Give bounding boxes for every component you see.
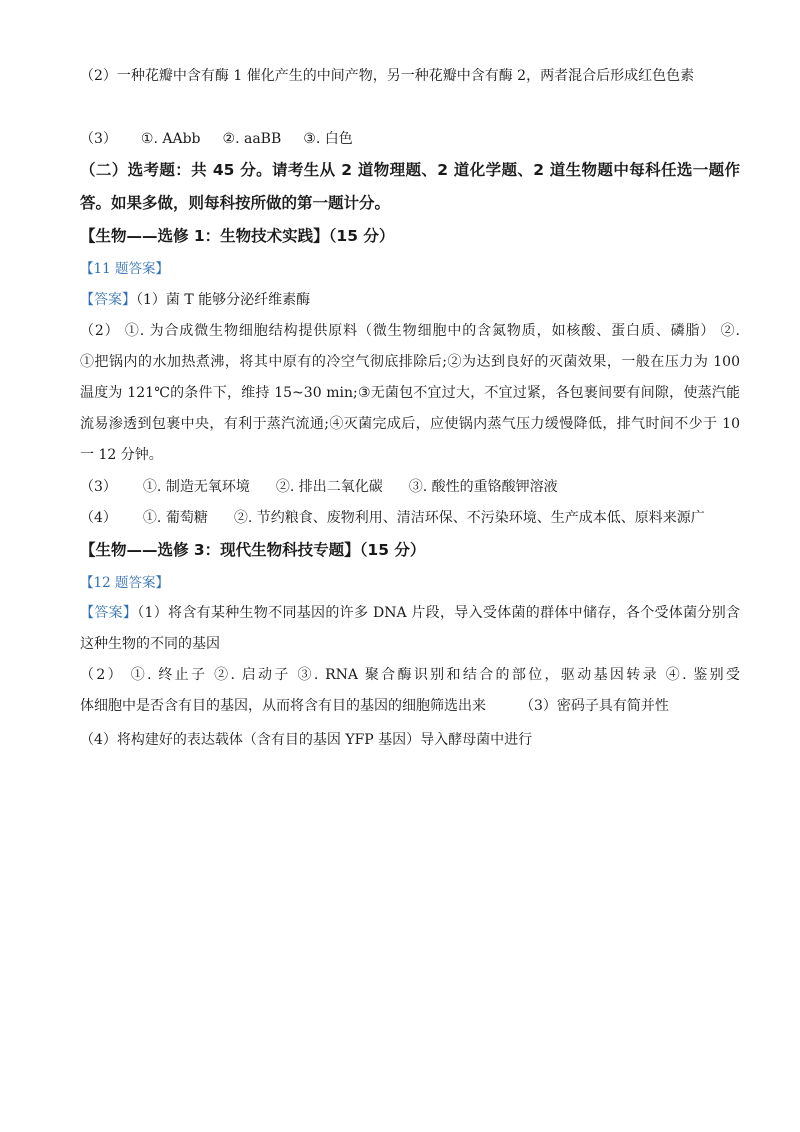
q11-4-number: （4） (80, 510, 117, 526)
q11-answer-2-line-1 (80, 321, 740, 341)
q11-4-option-2: ②. 节约粮食、废物利用、清洁环保、不污染环境、生产成本低、原料来源广 (233, 510, 705, 526)
q11-answer-4 (80, 508, 740, 528)
q11-answer-2-line-4: 流易渗透到包裹中央，有利于蒸汽流通;④灭菌完成后，应使锅内蒸气压力缓慢降低，排气时间不少于 10 (80, 416, 740, 432)
q12-answer-2-line-1 (80, 665, 740, 685)
q12-answer-1-line-2: 这种生物的不同的基因 (80, 636, 220, 652)
q3-previous-answer (80, 129, 740, 149)
q11-answer-2-line-2: ①把锅内的水加热煮沸，将其中原有的冷空气彻底排除后;②为达到良好的灭菌效果，一般在压力为 100 (80, 354, 740, 370)
bio-elective-3-title: 【生物——选修 3：现代生物科技专题】（15 分） (80, 541, 426, 559)
q12-answer-tag: 【12 题答案】 (80, 575, 169, 591)
q11-answer-tag: 【11 题答案】 (80, 261, 169, 277)
q3-option-2: ②. aaBB (222, 131, 282, 147)
q11-3-option-2: ②. 排出二氧化碳 (275, 479, 383, 495)
bio-elective-1-title: 【生物——选修 1：生物技术实践】（15 分） (80, 227, 395, 245)
q11-answer-3 (80, 477, 740, 497)
q3-option-1: ①. AAbb (140, 131, 201, 147)
section-2-heading-line-2: 答。如果多做，则每科按所做的第一题计分。 (80, 194, 391, 212)
section-2-heading-line-1: （二）选考题：共 45 分。请考生从 2 道物理题、2 道化学题、2 道生物题中每科任选一题作 (80, 161, 740, 179)
q12-2-option-2: ②. 启动子 (214, 667, 291, 683)
q11-3-number: （3） (80, 479, 117, 495)
answer-label: 【答案】 (80, 605, 138, 621)
q11-2-option-1: ①. 为合成微生物细胞结构提供原料（微生物细胞中的含氮物质，如核酸、蛋白质、磷脂） (124, 323, 716, 339)
q2-previous-answer: （2）一种花瓣中含有酶 1 催化产生的中间产物，另一种花瓣中含有酶 2，两者混合后形成红色色素 (80, 68, 695, 84)
q12-2-option-3: ③. RNA 聚合酶识别和结合的部位，驱动基因转录 (297, 667, 659, 683)
q3-option-3: ③. 白色 (303, 131, 353, 147)
q12-2-option-4: ④. 鉴别受 (665, 667, 740, 683)
answer-label: 【答案】 (80, 292, 136, 308)
q11-answer-2-line-3: 温度为 121℃的条件下，维持 15~30 min;③无菌包不宜过大，不宜过紧，各包裹间要有间隙，使蒸汽能 (80, 385, 740, 401)
q11-2-option-2: ②. (720, 323, 740, 339)
q12-answer-1-text: （1）将含有某种生物不同基因的许多 DNA 片段，导入受体菌的群体中储存，各个受体菌分别含 (137, 605, 740, 621)
q12-2-number: （2） (80, 667, 124, 683)
q11-4-option-1: ①. 葡萄糖 (142, 510, 208, 526)
q11-3-option-1: ①. 制造无氧环境 (142, 479, 250, 495)
q12-answer-3: （3）密码子具有简并性 (520, 698, 669, 714)
q11-answer-1-text: （1）菌 T 能够分泌纤维素酶 (136, 292, 311, 308)
q11-3-option-3: ③. 酸性的重铬酸钾溶液 (408, 479, 558, 495)
q12-answer-1-line-1 (80, 603, 740, 623)
q12-answer-4: （4）将构建好的表达载体（含有目的基因 YFP 基因）导入酵母菌中进行 (80, 732, 533, 748)
q11-answer-1 (80, 290, 740, 310)
q11-answer-2-line-5: 一 12 分钟。 (80, 447, 163, 463)
q12-2-continuation: 体细胞中是否含有目的基因，从而将含有目的基因的细胞筛选出来 (80, 698, 486, 714)
q12-2-option-1: ①. 终止子 (130, 667, 208, 683)
q3-number: （3） (80, 131, 117, 147)
q12-answer-2-line-2 (80, 696, 740, 716)
q11-2-number: （2） (80, 323, 120, 339)
